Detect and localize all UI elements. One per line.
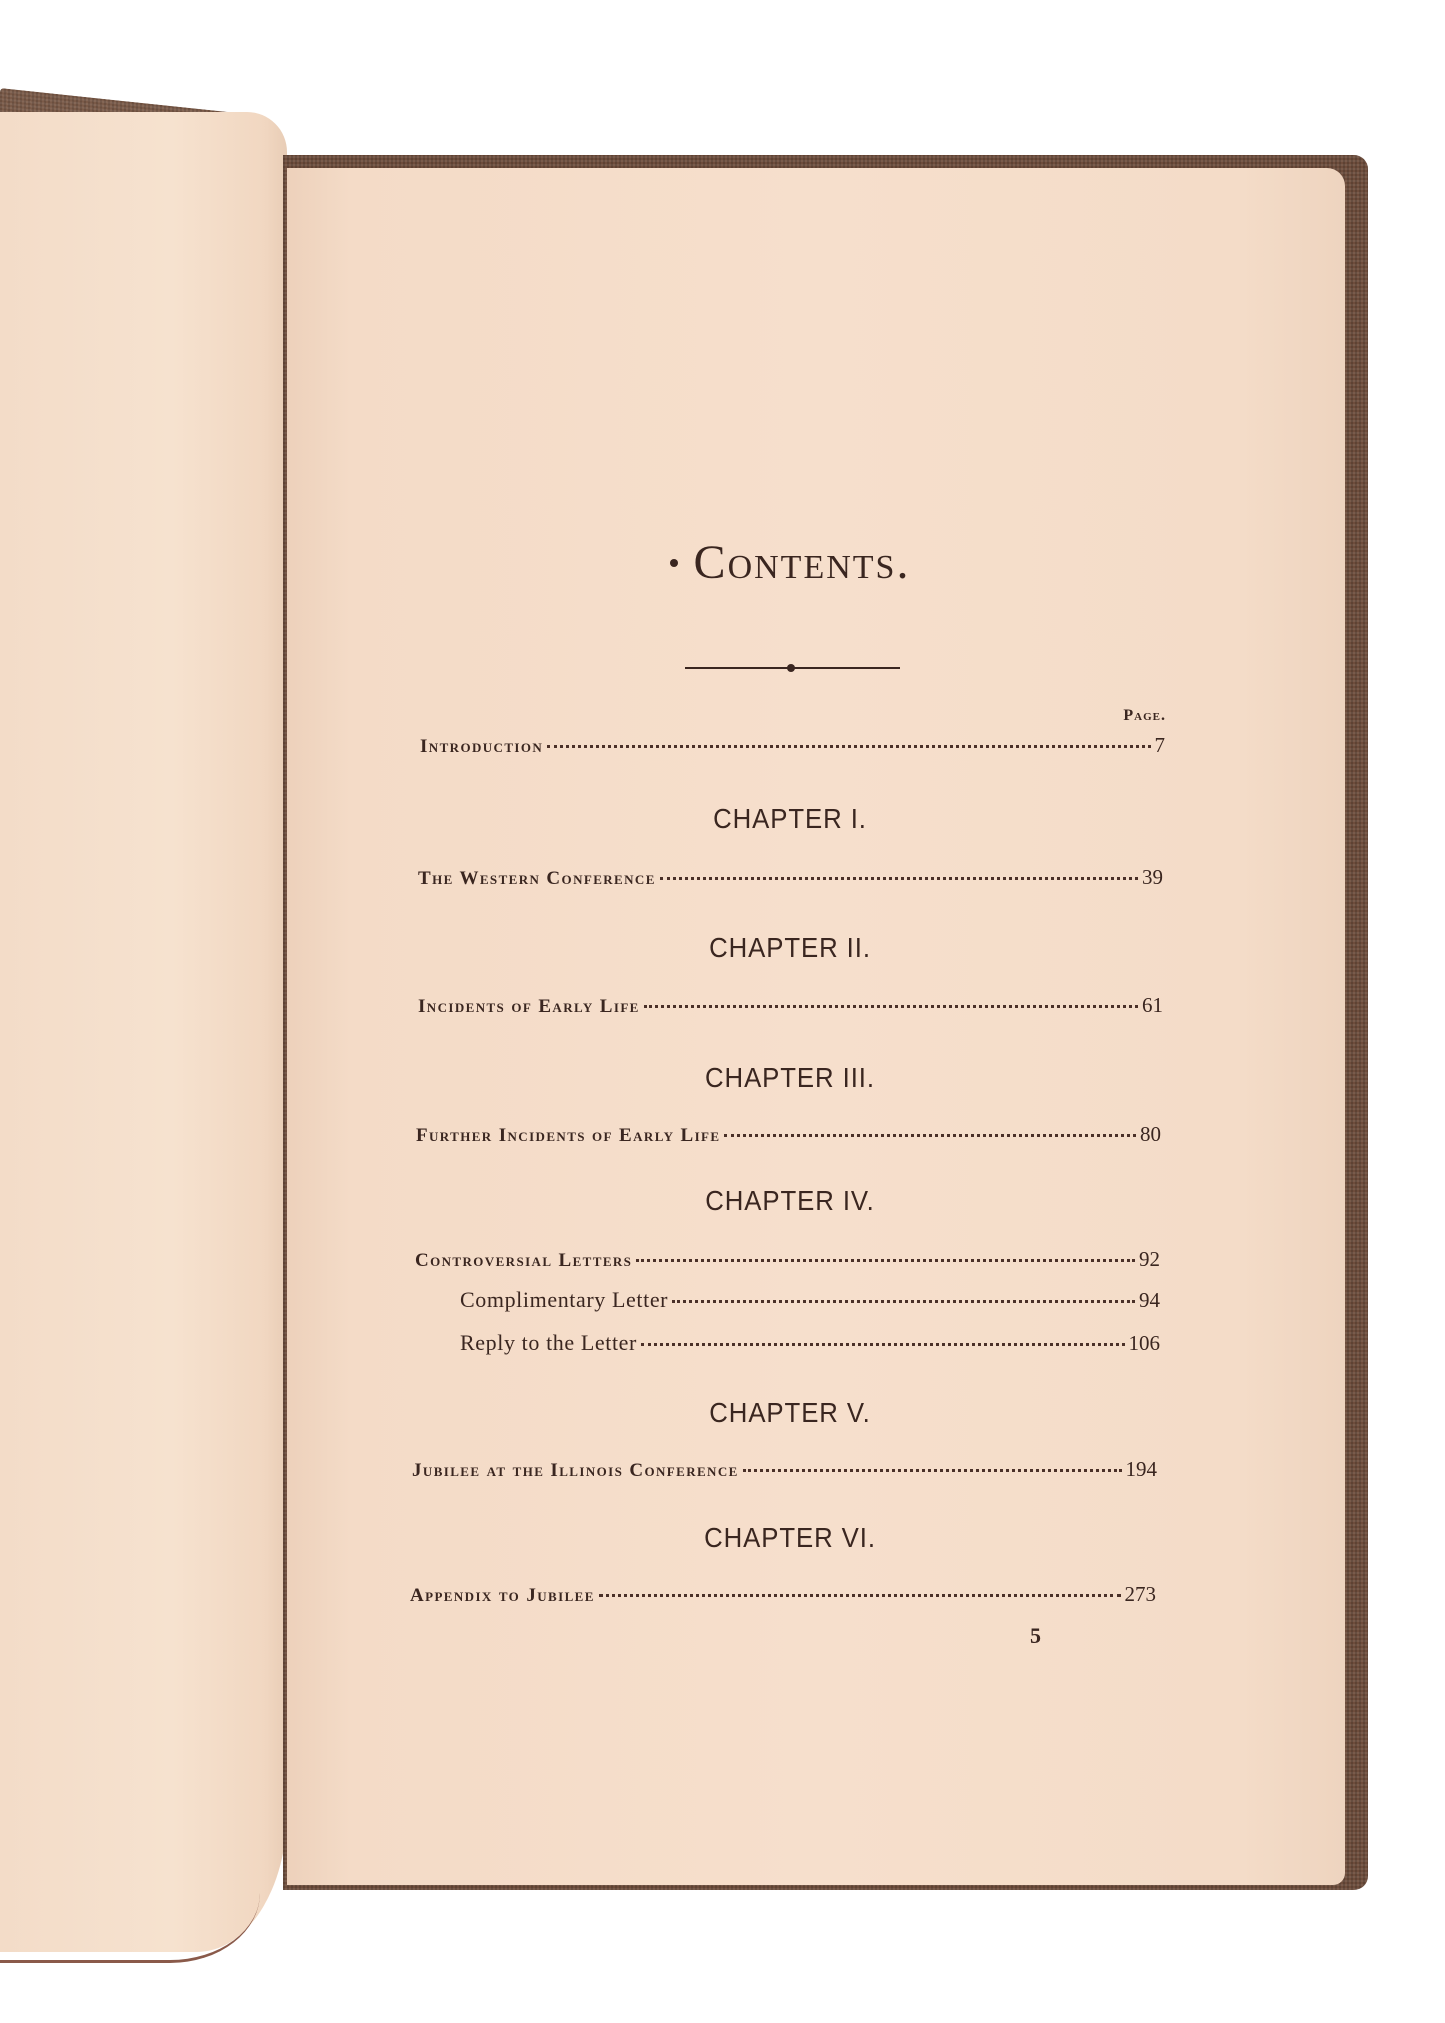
chapter-heading: CHAPTER I. <box>713 803 867 834</box>
toc-entry-label: Reply to the Letter <box>460 1330 637 1355</box>
chapter-heading: CHAPTER VI. <box>704 1522 876 1553</box>
toc-entry-label: Complimentary Letter <box>460 1287 669 1312</box>
toc-entry[interactable] <box>418 865 1163 890</box>
toc-entry-label: The Western Conference <box>418 868 656 889</box>
dot-leader <box>599 1594 1121 1597</box>
toc-entry[interactable] <box>412 1457 1157 1482</box>
toc-entry-label: Further Incidents of Early Life <box>416 1125 721 1146</box>
bullet-icon <box>670 559 678 567</box>
chapter-heading: CHAPTER II. <box>709 932 871 963</box>
toc-subentry[interactable] <box>460 1287 1160 1313</box>
rule-diamond-icon <box>787 664 795 672</box>
toc-entry-page: 39 <box>1142 865 1163 889</box>
toc-entry[interactable] <box>418 993 1163 1018</box>
page-column-label: Page. <box>1123 707 1166 724</box>
left-page <box>0 112 287 1952</box>
toc-entry-label: Incidents of Early Life <box>418 996 640 1017</box>
toc-entry[interactable] <box>415 1247 1160 1272</box>
toc-entry-page: 61 <box>1142 993 1163 1017</box>
toc-entry-label: Jubilee at the Illinois Conference <box>412 1460 739 1481</box>
toc-entry-page: 194 <box>1125 1457 1157 1481</box>
toc-entry[interactable] <box>410 1582 1156 1607</box>
dot-leader <box>641 1343 1125 1346</box>
dot-leader <box>724 1134 1136 1137</box>
toc-entry-page: 7 <box>1154 733 1165 757</box>
page-title-text: Contents. <box>693 536 911 589</box>
dot-leader <box>636 1259 1135 1262</box>
toc-entry-label: Introduction <box>420 736 544 757</box>
toc-entry-page: 273 <box>1124 1582 1156 1606</box>
toc-subentry[interactable] <box>460 1330 1160 1356</box>
toc-entry-label: Appendix to Jubilee <box>410 1585 595 1606</box>
dot-leader <box>660 877 1138 880</box>
chapter-heading: CHAPTER IV. <box>705 1185 875 1216</box>
left-page-bottom-edge <box>0 1880 260 1963</box>
dot-leader <box>672 1300 1135 1303</box>
toc-entry-page: 106 <box>1128 1331 1160 1355</box>
page-number: 5 <box>1030 1623 1041 1648</box>
toc-entry-label: Controversial Letters <box>415 1250 633 1271</box>
right-page <box>287 168 1345 1885</box>
toc-entry[interactable] <box>416 1122 1161 1147</box>
dot-leader <box>547 745 1150 748</box>
chapter-heading: CHAPTER III. <box>705 1062 875 1093</box>
toc-entry-page: 92 <box>1139 1247 1160 1271</box>
chapter-heading: CHAPTER V. <box>709 1397 871 1428</box>
page-title <box>410 535 1170 590</box>
dot-leader <box>743 1469 1122 1472</box>
ornamental-rule <box>685 663 900 673</box>
toc-entry-page: 94 <box>1139 1288 1160 1312</box>
dot-leader <box>644 1005 1138 1008</box>
toc-entry-page: 80 <box>1140 1122 1161 1146</box>
toc-entry-introduction[interactable] <box>420 733 1165 758</box>
